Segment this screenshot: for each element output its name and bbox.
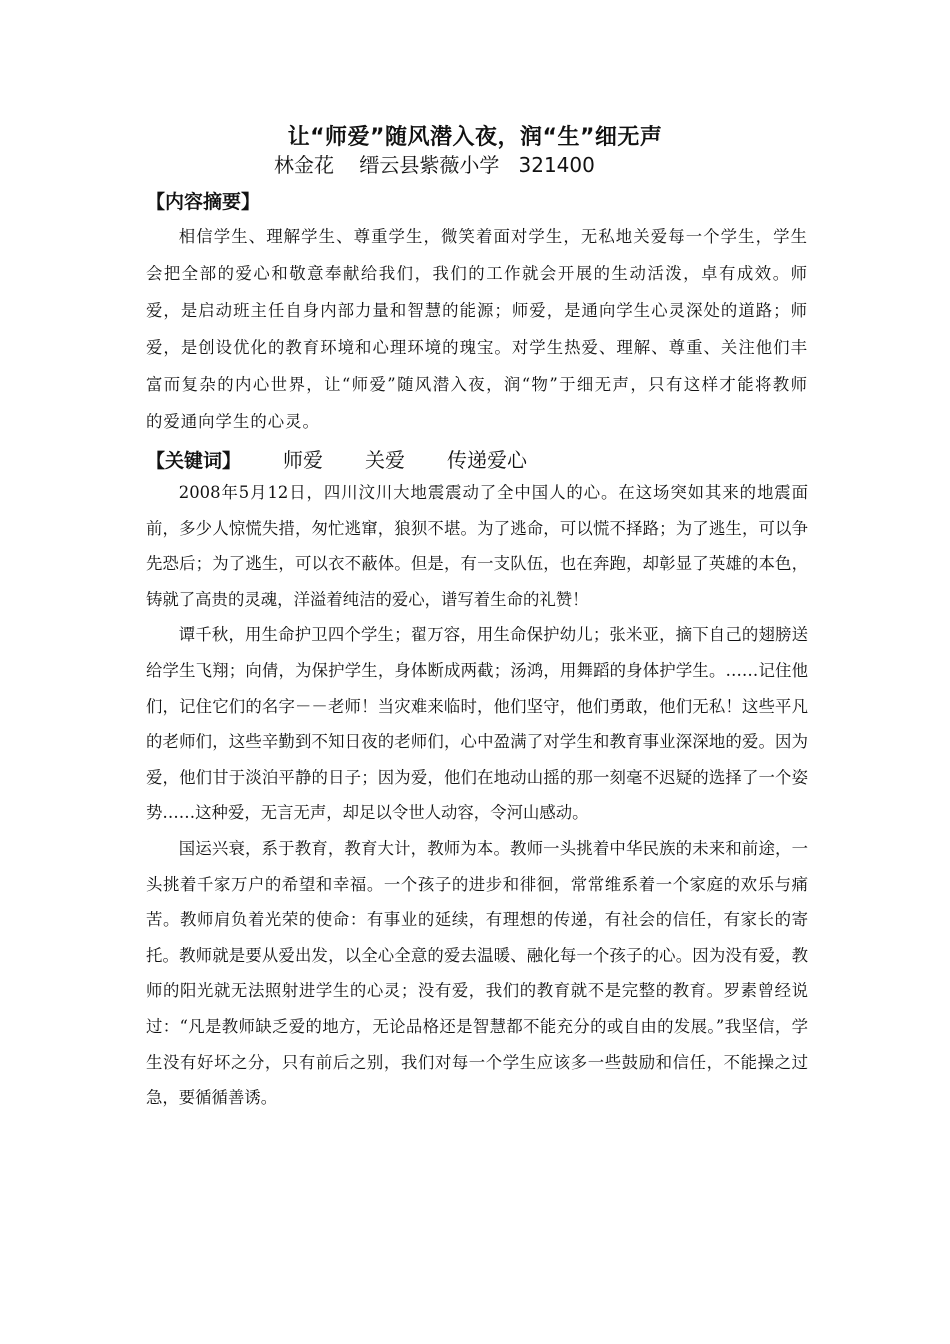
keywords-heading: 【关键词】	[146, 450, 242, 472]
body-paragraph: 国运兴衰，系于教育，教育大计，教师为本。教师一头挑着中华民族的未来和前途，一头挑着千家万户的希望和幸福。一个孩子的进步和徘徊，常常维系着一个家庭的欢乐与痛苦。教师肩负着光荣的使命：有事业的延续，有理想的传递，有社会的信任，有家长的寄托。教师就是要从爱出发，以全心全意的爱去温暖、融化每一个孩子的心。因为没有爱，教师的阳光就无法照射进学生的心灵；没有爱，我们的教育就不是完整的教育。罗素曾经说过：“凡是教师缺乏爱的地方，无论品格还是智慧都不能充分的或自由的发展。”我坚信，学生没有好坏之分，只有前后之别，我们对每一个学生应该多一些鼓励和信任，不能操之过急，要循循善诱。	[146, 838, 808, 1108]
document-title: 让“师爱”随风潜入夜，润“生”细无声	[287, 125, 663, 150]
abstract-heading: 【内容摘要】	[146, 191, 261, 213]
keyword: 传递爱心	[447, 448, 528, 472]
body-text	[146, 475, 808, 1116]
abstract-text: 相信学生、理解学生、尊重学生，微笑着面对学生，无私地关爱每一个学生，学生会把全部的爱心和敬意奉献给我们，我们的工作就会开展的生动活泼，卓有成效。师爱，是启动班主任自身内部力量和智慧的能源；师爱，是通向学生心灵深处的道路；师爱，是创设优化的教育环境和心理环境的瑰宝。对学生热爱、理解、尊重、关注他们丰富而复杂的内心世界，让“师爱”随风潜入夜，润“物”于细无声，只有这样才能将教师的爱通向学生的心灵。	[146, 227, 808, 431]
keyword: 师爱	[283, 448, 324, 472]
abstract-section	[146, 218, 808, 440]
body-paragraph: 谭千秋，用生命护卫四个学生；翟万容，用生命保护幼儿；张米亚，摘下自己的翅膀送给学生飞翔；向倩，为保护学生，身体断成两截；汤鸿，用舞蹈的身体护学生。……记住他们，记住它们的名字－－老师！当灾难来临时，他们坚守，他们勇敢，他们无私！这些平凡的老师们，这些辛勤到不知日夜的老师们，心中盈满了对学生和教育事业深深地的爱。因为爱，他们甘于淡泊平静的日子；因为爱，他们在地动山摇的那一刻毫不迟疑的选择了一个姿势……这种爱，无言无声，却足以令世人动容，令河山感动。	[146, 625, 808, 823]
keyword: 关爱	[365, 448, 406, 472]
author-byline: 林金花 缙云县紫薇小学 321400	[274, 153, 595, 177]
keywords-line	[146, 444, 527, 473]
body-paragraph: 2008年5月12日，四川汶川大地震震动了全中国人的心。在这场突如其来的地震面前，多少人惊慌失措，匆忙逃窜，狼狈不堪。为了逃命，可以慌不择路；为了逃生，可以争先恐后；为了逃生，可以衣不蔽体。但是，有一支队伍，也在奔跑，却彰显了英雄的本色，铸就了高贵的灵魂，洋溢着纯洁的爱心，谱写着生命的礼赞！	[146, 483, 808, 609]
